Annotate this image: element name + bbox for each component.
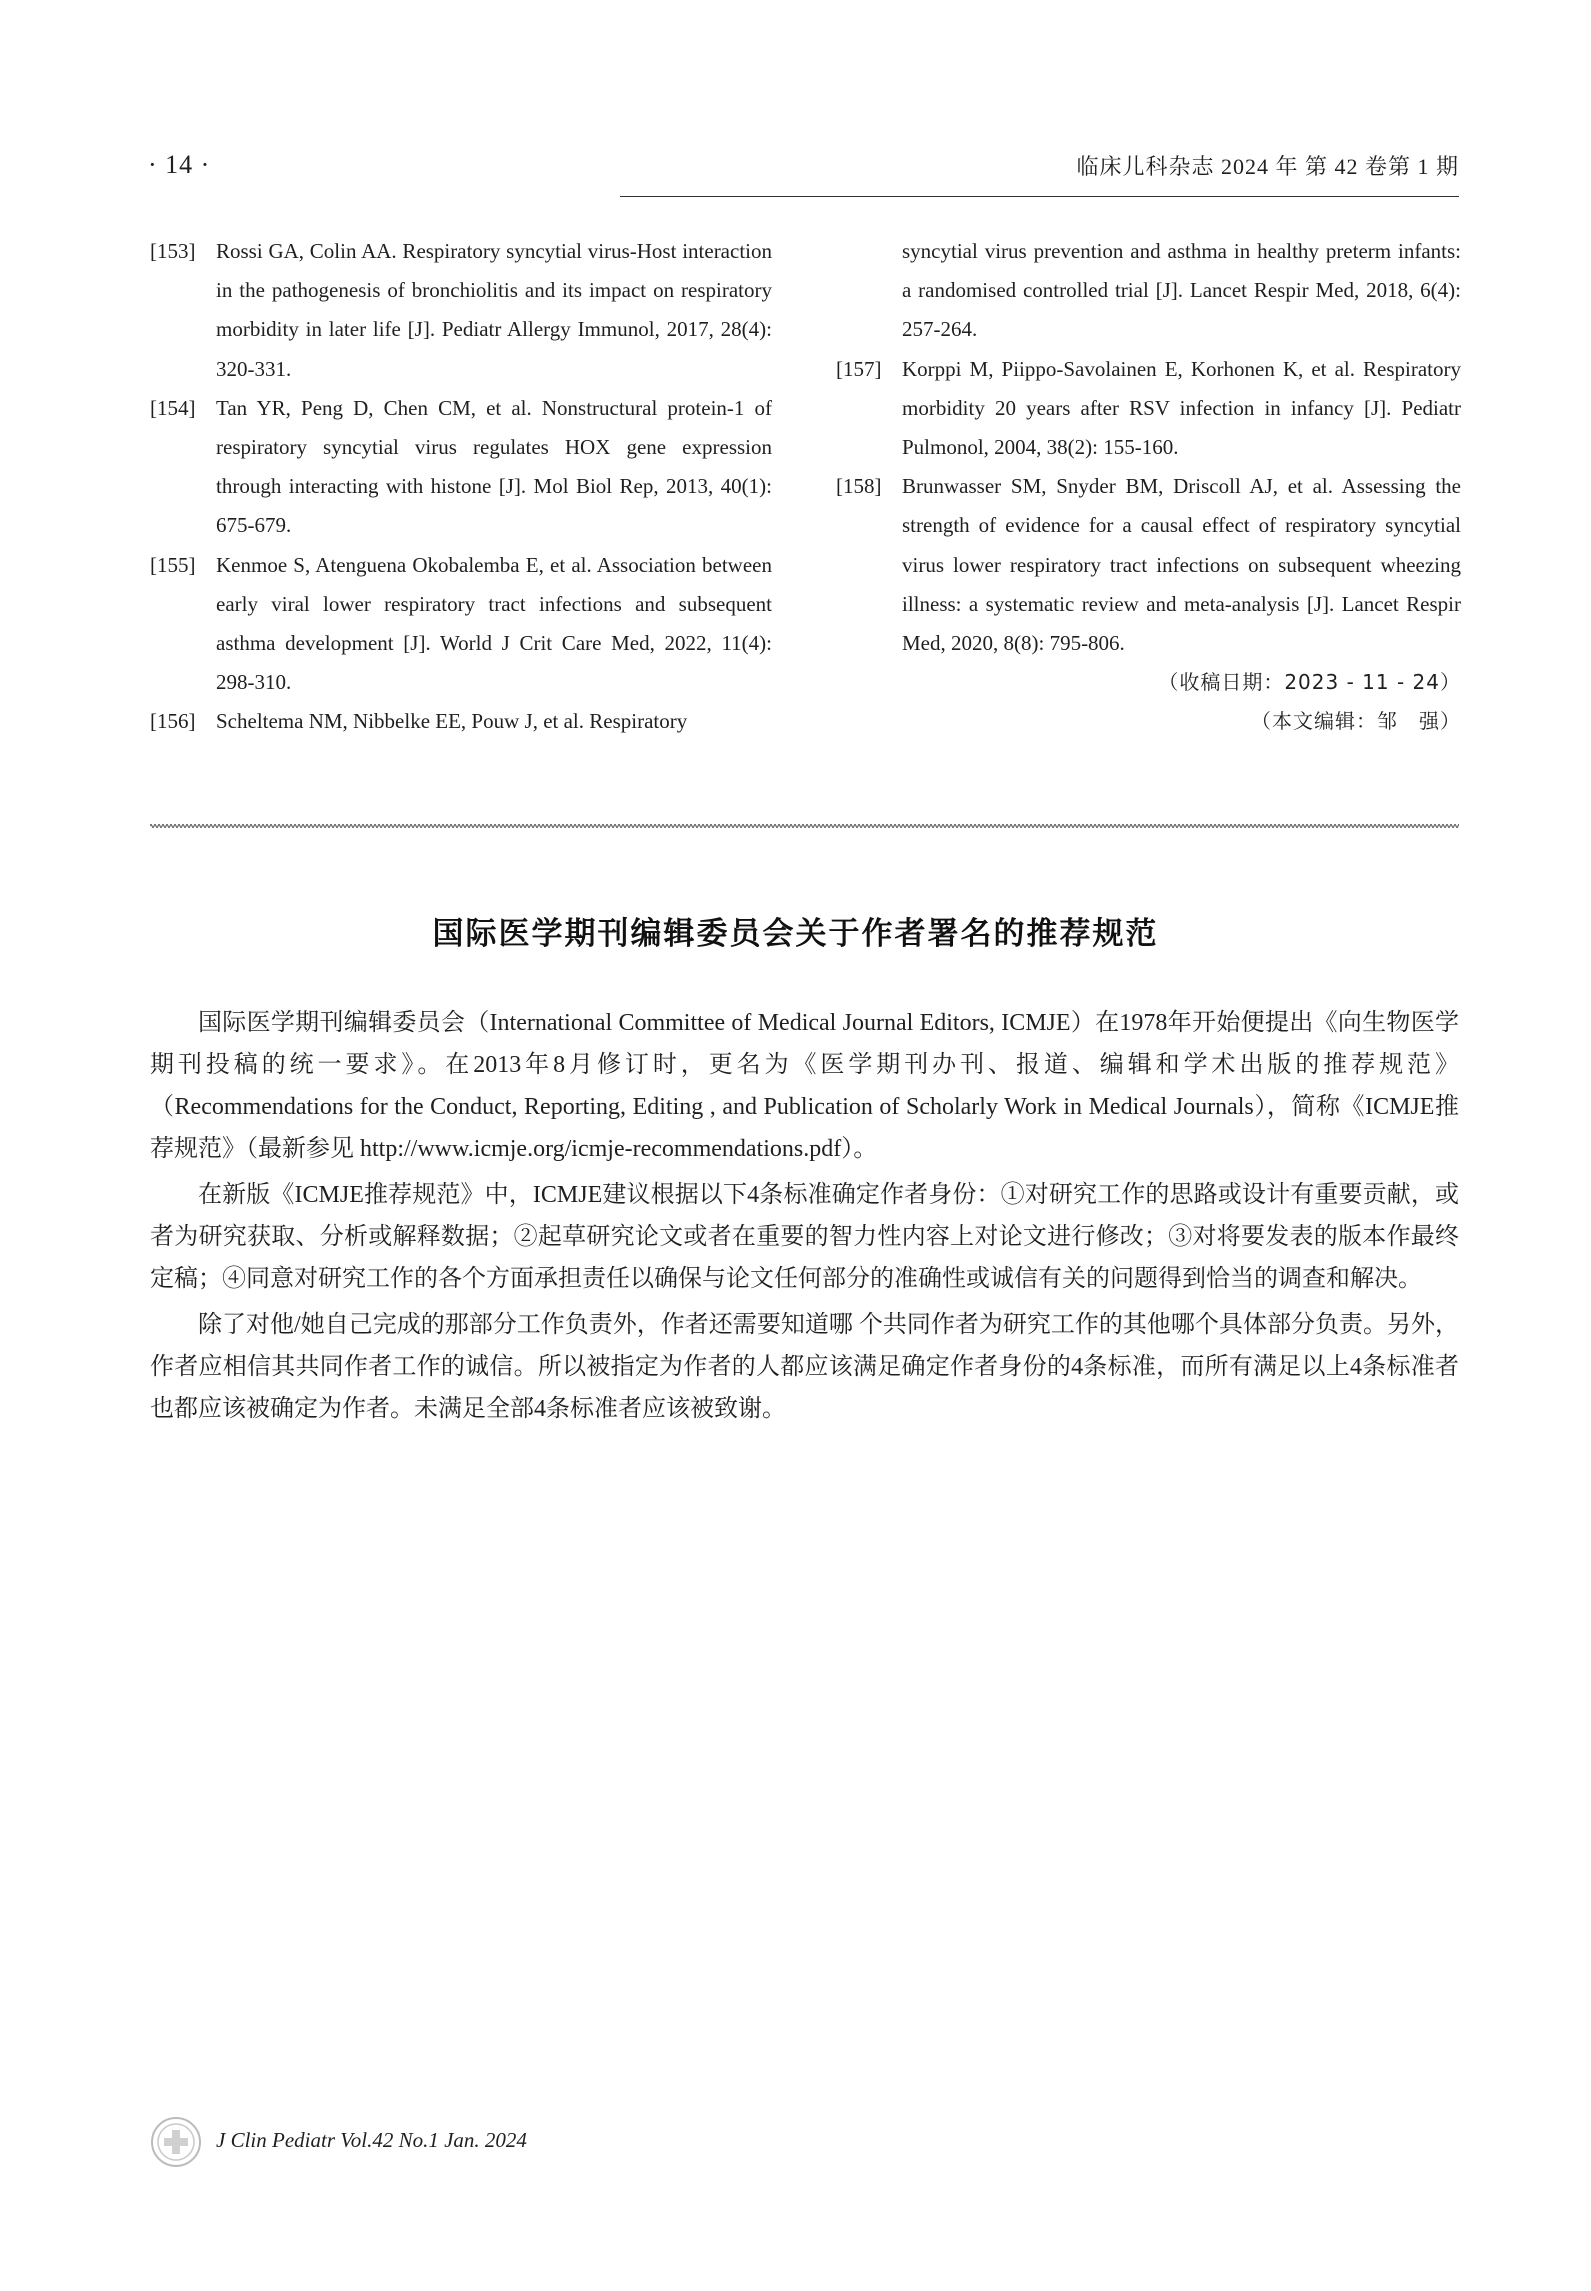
reference-156-continuation: syncytial virus prevention and asthma in healthy preterm infants: a randomised controlled trial [J]. Lancet Respir Med, 2018, 6(4): 257-264. (902, 239, 1461, 342)
reference-text: Tan YR, Peng D, Chen CM, et al. Nonstructural protein-1 of respiratory syncytial virus regulates HOX gene expression through interacting with histone [J]. Mol Biol Rep, 2013, 40(1): 675-679. (216, 395, 772, 538)
page-number: · 14 · (148, 150, 211, 179)
footer-journal-citation: J Clin Pediatr Vol.42 No.1 Jan. 2024 (216, 2128, 527, 2152)
reference-text: Rossi GA, Colin AA. Respiratory syncytial virus-Host interaction in the pathogenesis of bronchiolitis and its impact on respiratory morbidity in later life [J]. Pediatr Allergy Immunol, 2017, 28(4): 320-331. (216, 239, 772, 381)
reference-154 (150, 389, 772, 546)
reference-number: [158] (836, 474, 882, 499)
journal-seal-icon (150, 2116, 202, 2168)
reference-153 (150, 232, 772, 389)
reference-number: [155] (150, 552, 196, 577)
reference-number: [153] (150, 239, 196, 263)
reference-158 (836, 467, 1461, 663)
reference-number: [157] (836, 356, 882, 381)
reference-156 (150, 702, 772, 741)
article-title: 国际医学期刊编辑委员会关于作者署名的推荐规范 (432, 916, 1159, 952)
journal-header: 临床儿科杂志 2024 年 第 42 卷第 1 期 (1076, 154, 1459, 179)
body-paragraph: 除了对他/她自己完成的那部分工作负责外，作者还需要知道哪 个共同作者为研究工作的其他哪个具体部分负责。另外，作者应相信其共同作者工作的诚信。所以被指定为作者的人都应该满足确定作者身份的4条标准，而所有满足以上4条标准者也都应该被确定为作者。未满足全部4条标准者应该被致谢。 (150, 1312, 1459, 1422)
reference-157 (836, 350, 1461, 468)
wavy-divider (150, 823, 1459, 829)
reference-number: [154] (150, 395, 196, 420)
reference-number: [156] (150, 709, 196, 734)
reference-155 (150, 546, 772, 703)
reference-text: Scheltema NM, Nibbelke EE, Pouw J, et al. Respiratory (216, 709, 688, 734)
reference-text: Brunwasser SM, Snyder BM, Driscoll AJ, et al. Assessing the strength of evidence for a causal effect of respiratory syncytial virus lower respiratory tract infections on subsequent wheezing illness: a systematic review and meta-analysis [J]. Lancet Respir Med, 2020, 8(8): 795-806. (902, 474, 1461, 656)
references-left-column (150, 232, 772, 742)
article-body (150, 1002, 1459, 1434)
body-paragraph: 在新版《ICMJE推荐规范》中，ICMJE建议根据以下4条标准确定作者身份：①对研究工作的思路或设计有重要贡献，或者为研究获取、分析或解释数据；②起草研究论文或者在重要的智力性内容上对论文进行修改；③对将要发表的版本作最终定稿；④同意对研究工作的各个方面承担责任以确保与论文任何部分的准确性或诚信有关的问题得到恰当的调查和解决。 (150, 1182, 1459, 1292)
received-date: （收稿日期：2023 - 11 - 24） (1158, 670, 1461, 695)
reference-text: Kenmoe S, Atenguena Okobalemba E, et al. Association between early viral lower respiratory tract infections and subsequent asthma development [J]. World J Crit Care Med, 2022, 11(4): 298-310. (216, 552, 772, 695)
editor-credit: （本文编辑：邹 强） (1251, 709, 1461, 734)
references-right-column (836, 232, 1461, 742)
reference-text: Korppi M, Piippo-Savolainen E, Korhonen K, et al. Respiratory morbidity 20 years after RSV infection in infancy [J]. Pediatr Pulmonol, 2004, 38(2): 155-160. (902, 356, 1461, 460)
header-rule (620, 196, 1459, 197)
body-paragraph: 国际医学期刊编辑委员会（International Committee of Medical Journal Editors, ICMJE）在1978年开始便提出《向生物医学期刊投稿的统一要求》。在2013年8月修订时，更名为《医学期刊办刊、报道、编辑和学术出版的推荐规范》（Recommendations for the Conduct, Reporting, Editing , and Publication of Scholarly Work in Medical Journals），简称《ICMJE推荐规范》（最新参见 http://www.icmje.org/icmje-recommendations.pdf）。 (150, 1010, 1459, 1162)
